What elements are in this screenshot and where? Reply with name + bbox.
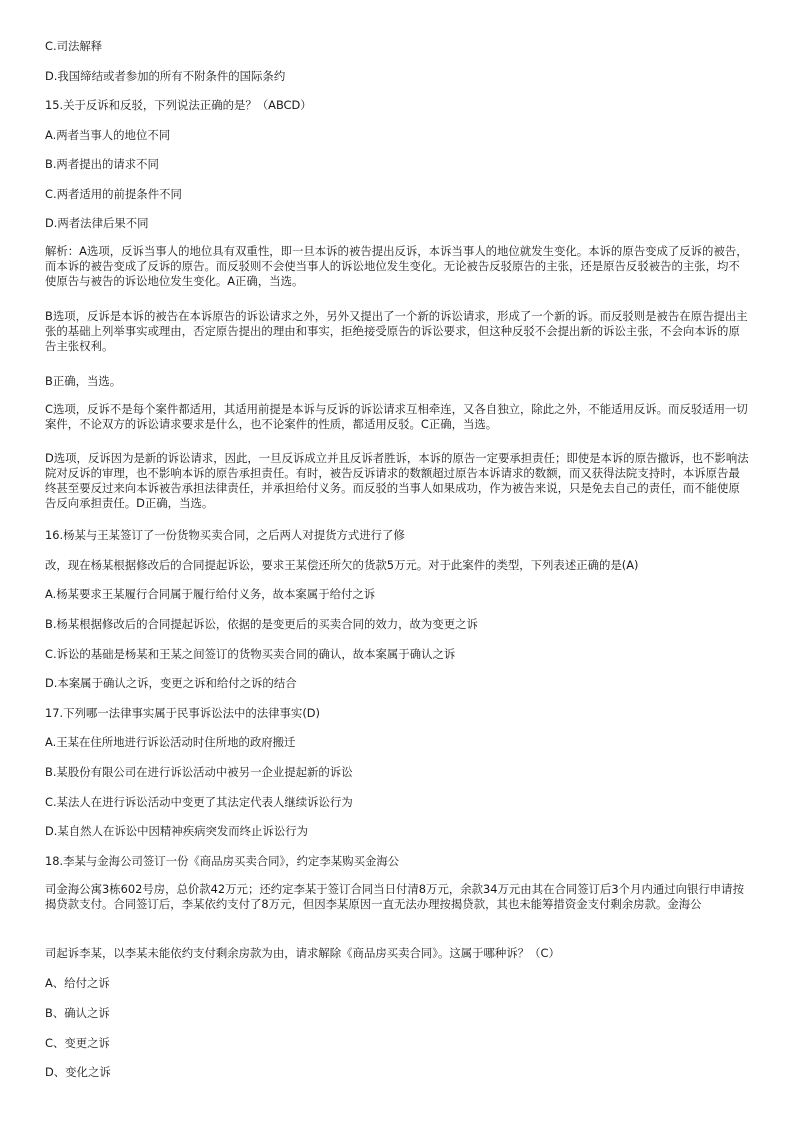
q16-option-d: D.本案属于确认之诉，变更之诉和给付之诉的结合 xyxy=(45,676,297,690)
question-16-start: 16.杨某与王某签订了一份货物买卖合同，之后两人对提货方式进行了修 xyxy=(45,528,405,542)
question-18-body: 司金海公寓3栋602号房，总价款42万元；还约定李某于签订合同当日付清8万元，余款34万元由其在合同签订后3个月内通过向银行申请按揭贷款支付。合同签订后，李某依约支付了8万元，但因李某原因一直无法办理按揭贷款，其也未能筹措资金支付剩余房款。金海公 xyxy=(45,882,744,911)
q15-analysis-c: C选项，反诉不是每个案件都适用，其适用前提是本诉与反诉的诉讼请求互相牵连，又各自独立，除此之外，不能适用反诉。而反驳适用一切案件，不论双方的诉讼请求要求是什么，也不论案件的性质，都适用反驳。C正确，当选。 xyxy=(45,402,748,431)
q18-option-a: A、给付之诉 xyxy=(45,976,110,990)
q17-option-b: B.某股份有限公司在进行诉讼活动中被另一企业提起新的诉讼 xyxy=(45,765,353,779)
q17-option-d: D.某自然人在诉讼中因精神疾病突发而终止诉讼行为 xyxy=(45,824,308,838)
q18-option-c: C、变更之诉 xyxy=(45,1036,110,1050)
q15-analysis-d: D选项，反诉因为是新的诉讼请求，因此，一旦反诉成立并且反诉者胜诉，本诉的原告一定要承担责任；即使是本诉的原告撤诉，也不影响法院对反诉的审理，也不影响本诉的原告承担责任。有时，被告反诉请求的数额超过原告本诉请求的数额，而又获得法院支持时，本诉原告最终甚至要反过来向本诉被告承担法律责任，并承担给付义务。而反驳的当事人如果成功，作为被告来说，只是免去自己的责任，而不能使原告反向承担责任。D正确，当选。 xyxy=(45,451,749,510)
question-18-start: 18.李某与金海公司签订一份《商品房买卖合同》，约定李某购买金海公 xyxy=(45,854,400,868)
question-15: 15.关于反诉和反驳，下列说法正确的是？（ABCD） xyxy=(45,98,312,112)
question-16-continued: 改，现在杨某根据修改后的合同提起诉讼，要求王某偿还所欠的货款5万元。对于此案件的类型，下列表述正确的是(A) xyxy=(45,558,639,572)
q18-option-d: D、变化之诉 xyxy=(45,1065,111,1079)
question-17: 17.下列哪一法律事实属于民事诉讼法中的法律事实(D) xyxy=(45,706,320,720)
option-d-international-treaties: D.我国缔结或者参加的所有不附条件的国际条约 xyxy=(45,69,286,83)
q15-analysis-b-conclusion: B正确，当选。 xyxy=(45,374,122,388)
q17-option-c: C.某法人在进行诉讼活动中变更了其法定代表人继续诉讼行为 xyxy=(45,795,353,809)
q15-option-c: C.两者适用的前提条件不同 xyxy=(45,187,182,201)
q15-option-d: D.两者法律后果不同 xyxy=(45,216,149,230)
q15-option-b: B.两者提出的请求不同 xyxy=(45,157,159,171)
question-18-prompt: 司起诉李某，以李某未能依约支付剩余房款为由，请求解除《商品房买卖合同》。这属于哪种诉？（C） xyxy=(45,946,560,960)
q16-option-b: B.杨某根据修改后的合同提起诉讼，依据的是变更后的买卖合同的效力，故为变更之诉 xyxy=(45,617,478,631)
q16-option-c: C.诉讼的基础是杨某和王某之间签订的货物买卖合同的确认，故本案属于确认之诉 xyxy=(45,647,456,661)
q15-analysis-a: 解析：A选项，反诉当事人的地位具有双重性，即一旦本诉的被告提出反诉，本诉当事人的地位就发生变化。本诉的原告变成了反诉的被告，而本诉的被告变成了反诉的原告。而反驳则不会使当事人的诉讼地位发生变化。无论被告反驳原告的主张，还是原告反驳被告的主张，均不使原告与被告的诉讼地位发生变化。A正确，当选。 xyxy=(45,244,748,288)
q17-option-a: A.王某在住所地进行诉讼活动时住所地的政府搬迁 xyxy=(45,735,296,749)
q16-option-a: A.杨某要求王某履行合同属于履行给付义务，故本案属于给付之诉 xyxy=(45,587,376,601)
q15-option-a: A.两者当事人的地位不同 xyxy=(45,128,171,142)
q15-analysis-b: B选项，反诉是本诉的被告在本诉原告的诉讼请求之外，另外又提出了一个新的诉讼请求，形成了一个新的诉。而反驳则是被告在原告提出主张的基础上列举事实或理由，否定原告提出的理由和事实，拒绝接受原告的诉讼要求，但这种反驳不会提出新的诉讼主张，不会向本诉的原告主张权利。 xyxy=(45,309,748,353)
option-c-judicial-interpretation: C.司法解释 xyxy=(45,39,103,53)
q18-option-b: B、确认之诉 xyxy=(45,1006,110,1020)
